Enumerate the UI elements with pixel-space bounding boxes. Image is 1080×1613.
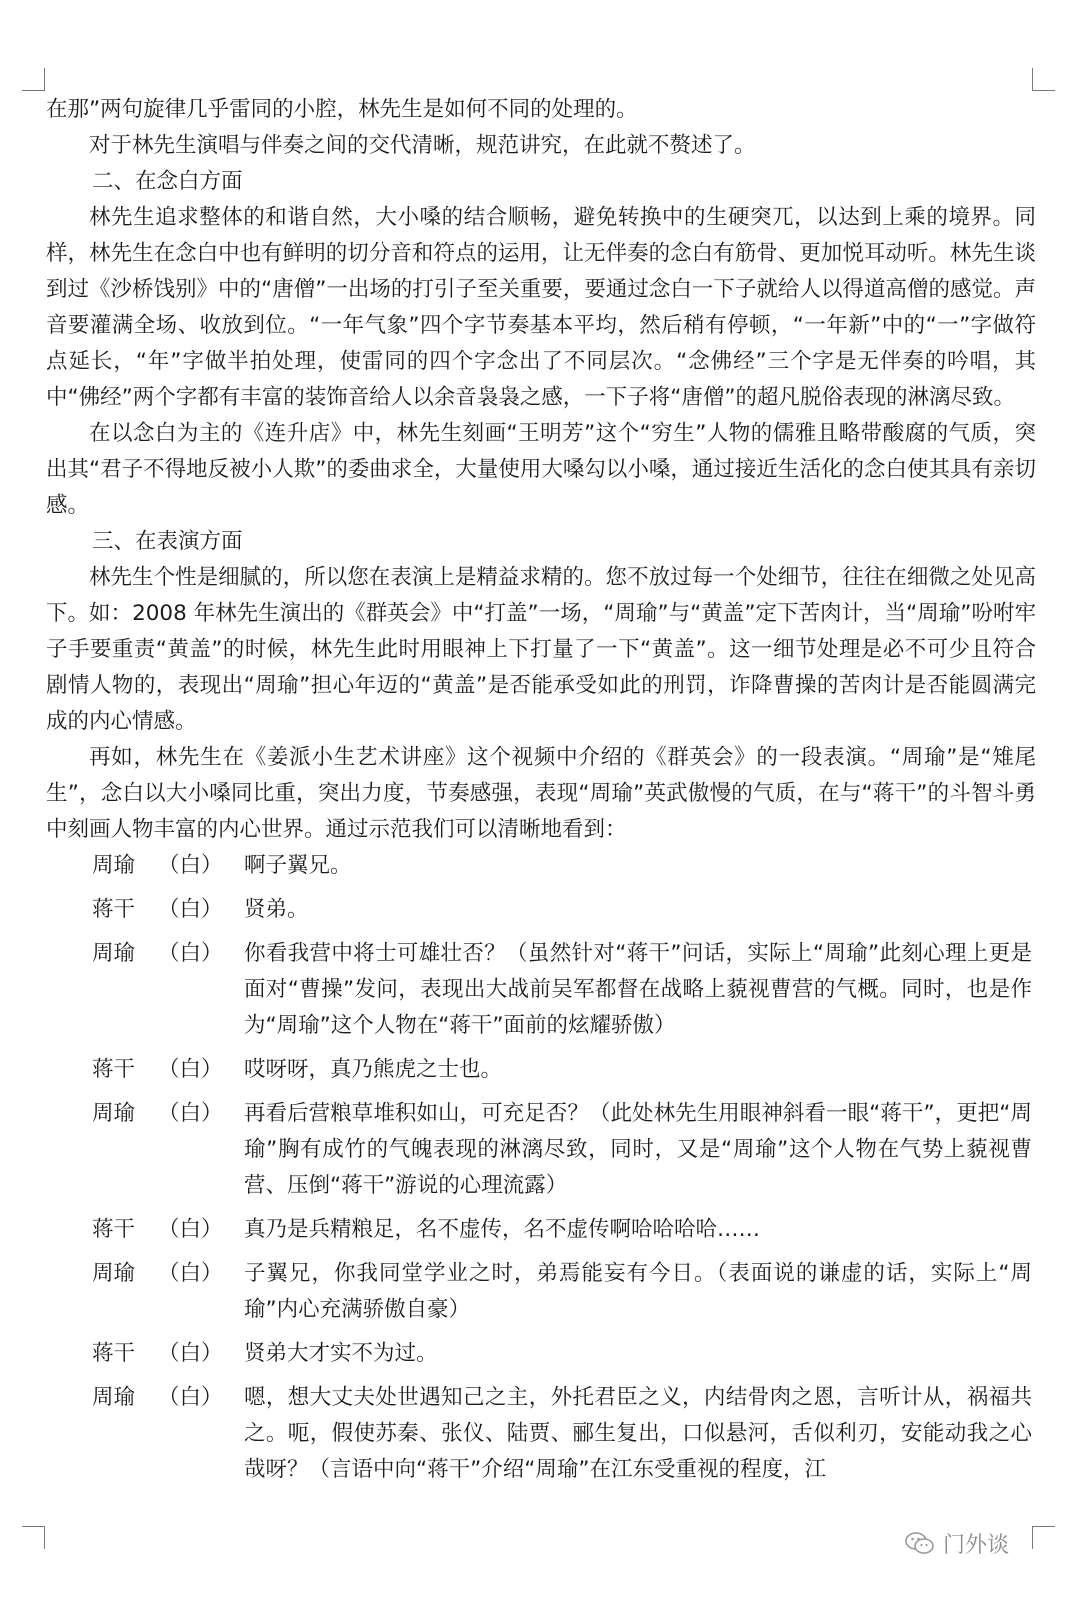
dialogue-line <box>46 936 1036 1044</box>
dialogue-speaker: 周瑜 <box>92 1101 136 1126</box>
dialogue-tag: （白） <box>158 941 223 966</box>
dialogue-text: 嗯，想大丈夫处世遇知己之主，外托君臣之义，内结骨肉之恩，言听计从，祸福共之。呃，假使苏秦、张仪、陆贾、郦生复出，口似悬河，舌似利刃，安能动我之心哉呀？（言语中向“蒋干”介绍“周瑜”在江东受重视的程度，江 <box>244 1385 1032 1482</box>
dialogue-tag: （白） <box>158 853 223 878</box>
crop-mark-bottom-right <box>1032 1526 1055 1549</box>
dialogue-text: 你看我营中将士可雄壮否？（虽然针对“蒋干”问话，实际上“周瑜”此刻心理上更是面对“曹操”发问，表现出大战前吴军都督在战略上藐视曹营的气概。同时，也是作为“周瑜”这个人物在“蒋干”面前的炫耀骄傲） <box>244 941 1032 1038</box>
dialogue-speaker: 蒋干 <box>92 1057 136 1082</box>
dialogue-speaker: 蒋干 <box>92 897 136 922</box>
dialogue-tag: （白） <box>158 1261 223 1286</box>
crop-mark-bottom-left <box>22 1526 45 1549</box>
dialogue-tag: （白） <box>158 1101 223 1126</box>
dialogue-line <box>46 1380 1036 1488</box>
dialogue-text: 再看后营粮草堆积如山，可充足否？（此处林先生用眼神斜看一眼“蒋干”，更把“周瑜”胸有成竹的气魄表现的淋漓尽致，同时，又是“周瑜”这个人物在气势上藐视曹营、压倒“蒋干”游说的心理流露） <box>244 1101 1032 1198</box>
paragraph-3: 林先生追求整体的和谐自然，大小嗓的结合顺畅，避免转换中的生硬突兀，以达到上乘的境界。同样，林先生在念白中也有鲜明的切分音和符点的运用，让无伴奏的念白有筋骨、更加悦耳动听。林先生谈到过《沙桥饯别》中的“唐僧”一出场的打引子至关重要，要通过念白一下子就给人以得道高僧的感觉。声音要灌满全场、收放到位。“一年气象”四个字节奏基本平均，然后稍有停顿，“一年新”中的“一”字做符点延长，“年”字做半拍处理，使雷同的四个字念出了不同层次。“念佛经”三个字是无伴奏的吟唱，其中“佛经”两个字都有丰富的装饰音给人以余音袅袅之感，一下子将“唐僧”的超凡脱俗表现的淋漓尽致。 <box>46 205 1036 410</box>
dialogue-speaker: 周瑜 <box>92 853 136 878</box>
dialogue-line <box>46 1212 1036 1248</box>
dialogue-line <box>46 1052 1036 1088</box>
dialogue-block <box>46 848 1036 1488</box>
watermark <box>905 1528 1009 1559</box>
dialogue-speaker: 周瑜 <box>92 1385 136 1410</box>
dialogue-speaker: 蒋干 <box>92 1341 136 1366</box>
dialogue-text: 贤弟大才实不为过。 <box>244 1341 438 1366</box>
dialogue-text: 子翼兄，你我同堂学业之时，弟焉能妄有今日。（表面说的谦虚的话，实际上“周瑜”内心充满骄傲自豪） <box>244 1261 1032 1322</box>
dialogue-speaker: 周瑜 <box>92 1261 136 1286</box>
dialogue-text: 啊子翼兄。 <box>244 853 352 878</box>
dialogue-line <box>46 848 1036 884</box>
crop-mark-top-left <box>22 68 45 91</box>
watermark-text: 门外谈 <box>943 1533 1010 1558</box>
paragraph-6: 再如，林先生在《姜派小生艺术讲座》这个视频中介绍的《群英会》的一段表演。“周瑜”是“雉尾生”，念白以大小嗓同比重，突出力度，节奏感强，表现“周瑜”英武傲慢的气质，在与“蒋干”的斗智斗勇中刻画人物丰富的内心世界。通过示范我们可以清晰地看到： <box>46 745 1036 842</box>
dialogue-text: 贤弟。 <box>244 897 309 922</box>
crop-mark-top-right <box>1032 68 1055 91</box>
dialogue-tag: （白） <box>158 1341 223 1366</box>
section-heading-3: 三、在表演方面 <box>92 529 243 554</box>
paragraph-4: 在以念白为主的《连升店》中，林先生刻画“王明芳”这个“穷生”人物的儒雅且略带酸腐的气质，突出其“君子不得地反被小人欺”的委曲求全，大量使用大嗓勾以小嗓，通过接近生活化的念白使其具有亲切感。 <box>46 421 1036 518</box>
paragraph-1: 在那”两句旋律几乎雷同的小腔，林先生是如何不同的处理的。 <box>46 97 638 122</box>
dialogue-text: 哎呀呀，真乃熊虎之士也。 <box>244 1057 503 1082</box>
section-heading-2: 二、在念白方面 <box>92 169 243 194</box>
dialogue-text: 真乃是兵精粮足，名不虚传，名不虚传啊哈哈哈哈…… <box>244 1217 761 1242</box>
dialogue-line <box>46 1336 1036 1372</box>
dialogue-tag: （白） <box>158 1385 223 1410</box>
dialogue-line <box>46 1256 1036 1328</box>
document-body <box>46 92 1036 1488</box>
paragraph-2: 对于林先生演唱与伴奏之间的交代清晰，规范讲究，在此就不赘述了。 <box>89 133 756 158</box>
dialogue-speaker: 周瑜 <box>92 941 136 966</box>
dialogue-line <box>46 892 1036 928</box>
dialogue-tag: （白） <box>158 1217 223 1242</box>
dialogue-line <box>46 1096 1036 1204</box>
dialogue-tag: （白） <box>158 1057 223 1082</box>
dialogue-speaker: 蒋干 <box>92 1217 136 1242</box>
wechat-icon <box>905 1531 935 1557</box>
dialogue-tag: （白） <box>158 897 223 922</box>
paragraph-5: 林先生个性是细腻的，所以您在表演上是精益求精的。您不放过每一个处细节，往往在细微之处见高下。如：2008 年林先生演出的《群英会》中“打盖”一场，“周瑜”与“黄盖”定下苦肉计，当“周瑜”吩咐牢子手要重责“黄盖”的时候，林先生此时用眼神上下打量了一下“黄盖”。这一细节处理是必不可少且符合剧情人物的，表现出“周瑜”担心年迈的“黄盖”是否能承受如此的刑罚，诈降曹操的苦肉计是否能圆满完成的内心情感。 <box>46 565 1036 734</box>
